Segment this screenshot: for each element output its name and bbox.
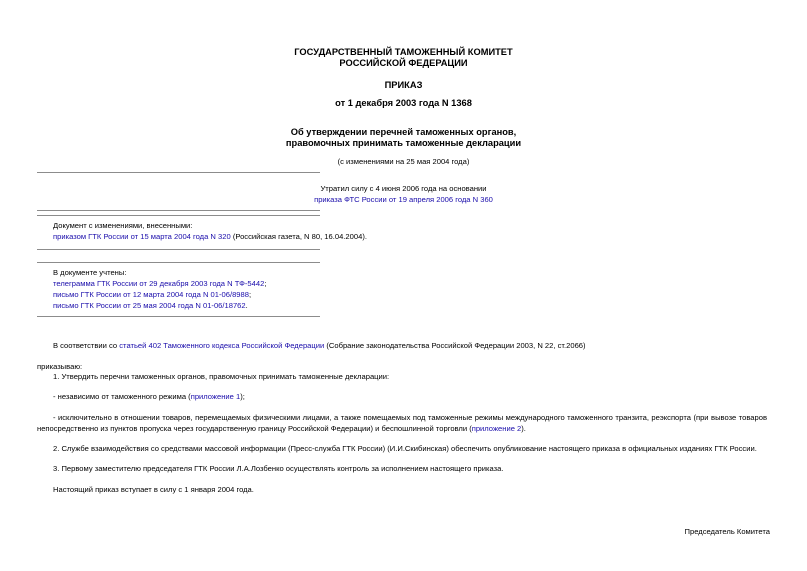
appendix-1-link[interactable]: приложение 1 xyxy=(190,392,241,401)
paragraph-4: Настоящий приказ вступает в силу с 1 января 2004 года. xyxy=(53,485,254,494)
committee-line-1: ГОСУДАРСТВЕННЫЙ ТАМОЖЕННЫЙ КОМИТЕТ xyxy=(294,47,513,57)
document-date-number: от 1 декабря 2003 года N 1368 xyxy=(335,98,472,108)
divider xyxy=(37,249,320,250)
divider xyxy=(37,215,320,216)
paragraph-1a: - независимо от таможенного режима (приложение 1); xyxy=(53,392,245,401)
paragraph-2: 2. Службе взаимодействия со средствами массовой информации (Пресс-служба ГТК России) (И.И.Скибинская) обеспечить опубликование настоящего приказа в официальных изданиях ГТК России. xyxy=(53,444,757,453)
document-type: ПРИКАЗ xyxy=(384,80,423,90)
amendment-note: (с изменениями на 25 мая 2004 года) xyxy=(337,157,470,166)
paragraph-3: 3. Первому заместителю председателя ГТК России Л.А.Лозбенко осуществлять контроль за исполнением настоящего приказа. xyxy=(53,464,504,473)
divider xyxy=(37,316,320,317)
letter-link[interactable]: письмо ГТК России от 25 мая 2004 года N 01-06/18762 xyxy=(53,301,246,310)
list-item: письмо ГТК России от 12 марта 2004 года N 01-06/8988; xyxy=(53,290,252,299)
changing-order-link[interactable]: приказом ГТК России от 15 марта 2004 года N 320 xyxy=(53,232,231,241)
changing-order-source: (Российская газета, N 80, 16.04.2004). xyxy=(230,232,367,241)
list-item: письмо ГТК России от 25 мая 2004 года N 01-06/18762. xyxy=(53,301,248,310)
changes-block-title: Документ с изменениями, внесенными: xyxy=(53,221,193,230)
accounted-block-title: В документе учтены: xyxy=(53,268,127,277)
list-item: телеграмма ГТК России от 29 декабря 2003 года N ТФ-5442; xyxy=(53,279,267,288)
customs-code-link[interactable]: статьей 402 Таможенного кодекса Российской Федерации xyxy=(119,341,325,350)
document-subject-line-1: Об утверждении перечней таможенных органов, xyxy=(290,127,517,137)
telegram-link[interactable]: телеграмма ГТК России от 29 декабря 2003 года N ТФ-5442 xyxy=(53,279,265,288)
preamble: В соответствии со статьей 402 Таможенного кодекса Российской Федерации (Собрание законодательства Российской Федерации 2003, N 22, ст.2066) xyxy=(53,341,586,350)
order-word: приказываю: xyxy=(37,362,83,371)
divider xyxy=(37,210,320,211)
invalidated-note: Утратил силу с 4 июня 2006 года на основании xyxy=(320,184,487,193)
document-subject-line-2: правомочных принимать таможенные декларации xyxy=(285,138,522,148)
paragraph-1b: - исключительно в отношении товаров, перемещаемых физическими лицами, а также помещаемых под таможенные режимы международного таможенного транзита, реэкспорта (при вывозе товаров непосредственно из пунктов пропуска через государственную границу Российской Федерации) и беспошлинной торговли (приложение 2). xyxy=(37,413,767,433)
divider xyxy=(37,262,320,263)
signature-title: Председатель Комитета xyxy=(684,527,770,536)
letter-link[interactable]: письмо ГТК России от 12 марта 2004 года N 01-06/8988 xyxy=(53,290,249,299)
invalidating-order-link[interactable]: приказа ФТС России от 19 апреля 2006 года N 360 xyxy=(314,195,493,204)
appendix-2-link[interactable]: приложение 2 xyxy=(471,424,522,433)
committee-line-2: РОССИЙСКОЙ ФЕДЕРАЦИИ xyxy=(339,58,468,68)
divider xyxy=(37,172,320,173)
paragraph-1: 1. Утвердить перечни таможенных органов, правомочных принимать таможенные декларации: xyxy=(53,372,390,381)
changes-block-line xyxy=(53,232,367,242)
